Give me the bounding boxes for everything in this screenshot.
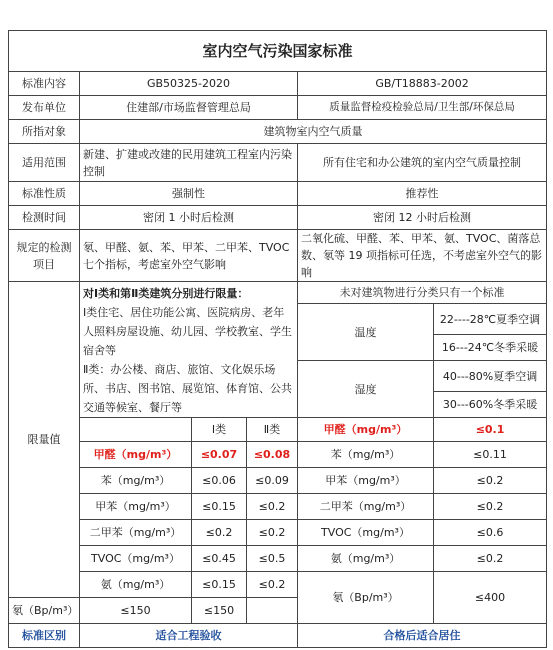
right-value: ≤0.1: [434, 418, 547, 442]
left-class1-value: ≤0.07: [192, 442, 247, 468]
row-label-nature: 标准性质: [9, 182, 80, 206]
left-class2-value: ≤150: [192, 598, 247, 624]
left-class2-value: ≤0.2: [247, 494, 298, 520]
right-value: ≤400: [434, 572, 547, 624]
gb50325-difference: 适合工程验收: [80, 624, 298, 648]
table-title: 室内空气污染国家标准: [9, 31, 547, 72]
limits-col-item-header: [80, 418, 192, 442]
gb50325-items: 氡、甲醛、氨、苯、甲苯、二甲苯、TVOC 七个指标，考虑室外空气影响: [80, 230, 298, 282]
row-label-content: 标准内容: [9, 72, 80, 96]
gb50325-scope: 新建、扩建或改建的民用建筑工程室内污染控制: [80, 144, 298, 182]
left-item: 氨（mg/m³）: [80, 572, 192, 598]
left-item: 甲苯（mg/m³）: [80, 494, 192, 520]
right-item: TVOC（mg/m³）: [298, 520, 434, 546]
row-label-timing: 检测时间: [9, 206, 80, 230]
left-item: 甲醛（mg/m³）: [80, 442, 192, 468]
gbt18883-difference: 合格后适合居住: [298, 624, 547, 648]
row-label-limits: 限量值: [9, 282, 80, 598]
left-class2-value: ≤0.2: [247, 572, 298, 598]
class2-header: Ⅱ类: [247, 418, 298, 442]
gbt18883-publisher: 质量监督检疫检验总局/卫生部/环保总局: [298, 96, 547, 120]
class2-description: Ⅱ类：办公楼、商店、旅馆、文化娱乐场所、书店、图书馆、展览馆、体育馆、公共交通等候室、餐厅等: [83, 363, 292, 414]
left-item: 苯（mg/m³）: [80, 468, 192, 494]
humidity-label: 湿度: [298, 361, 434, 418]
right-value: ≤0.2: [434, 546, 547, 572]
humidity-summer: 40---80%夏季空调: [434, 361, 547, 392]
humidity-winter: 30---60%冬季采暖: [434, 392, 547, 418]
left-class2-value: ≤0.09: [247, 468, 298, 494]
row-label-publisher: 发布单位: [9, 96, 80, 120]
gb50325-publisher: 住建部/市场监督管理总局: [80, 96, 298, 120]
row-label-object: 所指对象: [9, 120, 80, 144]
left-class1-value: ≤0.15: [192, 572, 247, 598]
temp-summer: 22----28℃夏季空调: [434, 304, 547, 335]
gbt18883-nature: 推荐性: [298, 182, 547, 206]
right-value: ≤0.6: [434, 520, 547, 546]
standards-table: [8, 30, 547, 648]
gb50325-timing: 密闭 1 小时后检测: [80, 206, 298, 230]
row-label-scope: 适用范围: [9, 144, 80, 182]
left-class2-value: ≤0.08: [247, 442, 298, 468]
left-class1-value: ≤0.06: [192, 468, 247, 494]
left-class1-value: ≤150: [80, 598, 192, 624]
right-value: ≤0.2: [434, 468, 547, 494]
class-description: [80, 282, 298, 418]
right-item: 苯（mg/m³）: [298, 442, 434, 468]
right-heading: 未对建筑物进行分类只有一个标准: [298, 282, 547, 304]
class1-description: Ⅰ类住宅、居住功能公寓、医院病房、老年人照料房屋设施、幼儿园、学校教室、学生宿舍等: [83, 306, 292, 357]
left-item: TVOC（mg/m³）: [80, 546, 192, 572]
left-class2-value: ≤0.2: [247, 520, 298, 546]
gb50325-nature: 强制性: [80, 182, 298, 206]
gbt18883-code: GB/T18883-2002: [298, 72, 547, 96]
gbt18883-items: 二氧化硫、甲醛、苯、甲苯、氨、TVOC、菌落总数、氡等 19 项指标可任选，不考虑室外空气的影响: [298, 230, 547, 282]
left-item: 二甲苯（mg/m³）: [80, 520, 192, 546]
right-item: 甲苯（mg/m³）: [298, 468, 434, 494]
right-item: 氨（mg/m³）: [298, 546, 434, 572]
right-value: ≤0.2: [434, 494, 547, 520]
left-class2-value: ≤0.5: [247, 546, 298, 572]
row-label-items: 规定的检测项目: [9, 230, 80, 282]
left-item: 氡（Bp/m³）: [9, 598, 80, 624]
right-item: 二甲苯（mg/m³）: [298, 494, 434, 520]
right-item: 甲醛（mg/m³）: [298, 418, 434, 442]
row-label-difference: 标准区别: [9, 624, 80, 648]
left-class1-value: ≤0.15: [192, 494, 247, 520]
class1-header: Ⅰ类: [192, 418, 247, 442]
left-class1-value: ≤0.2: [192, 520, 247, 546]
right-value: ≤0.11: [434, 442, 547, 468]
object-value: 建筑物室内空气质量: [80, 120, 547, 144]
gbt18883-timing: 密闭 12 小时后检测: [298, 206, 547, 230]
standards-table-wrapper: [8, 30, 547, 648]
gbt18883-scope: 所有住宅和办公建筑的室内空气质量控制: [298, 144, 547, 182]
temp-label: 温度: [298, 304, 434, 361]
right-item: 氡（Bp/m³）: [298, 572, 434, 624]
gb50325-code: GB50325-2020: [80, 72, 298, 96]
class-heading: 对Ⅰ类和第Ⅱ类建筑分别进行限量：: [83, 287, 249, 300]
temp-winter: 16---24℃冬季采暖: [434, 335, 547, 361]
left-class1-value: ≤0.45: [192, 546, 247, 572]
